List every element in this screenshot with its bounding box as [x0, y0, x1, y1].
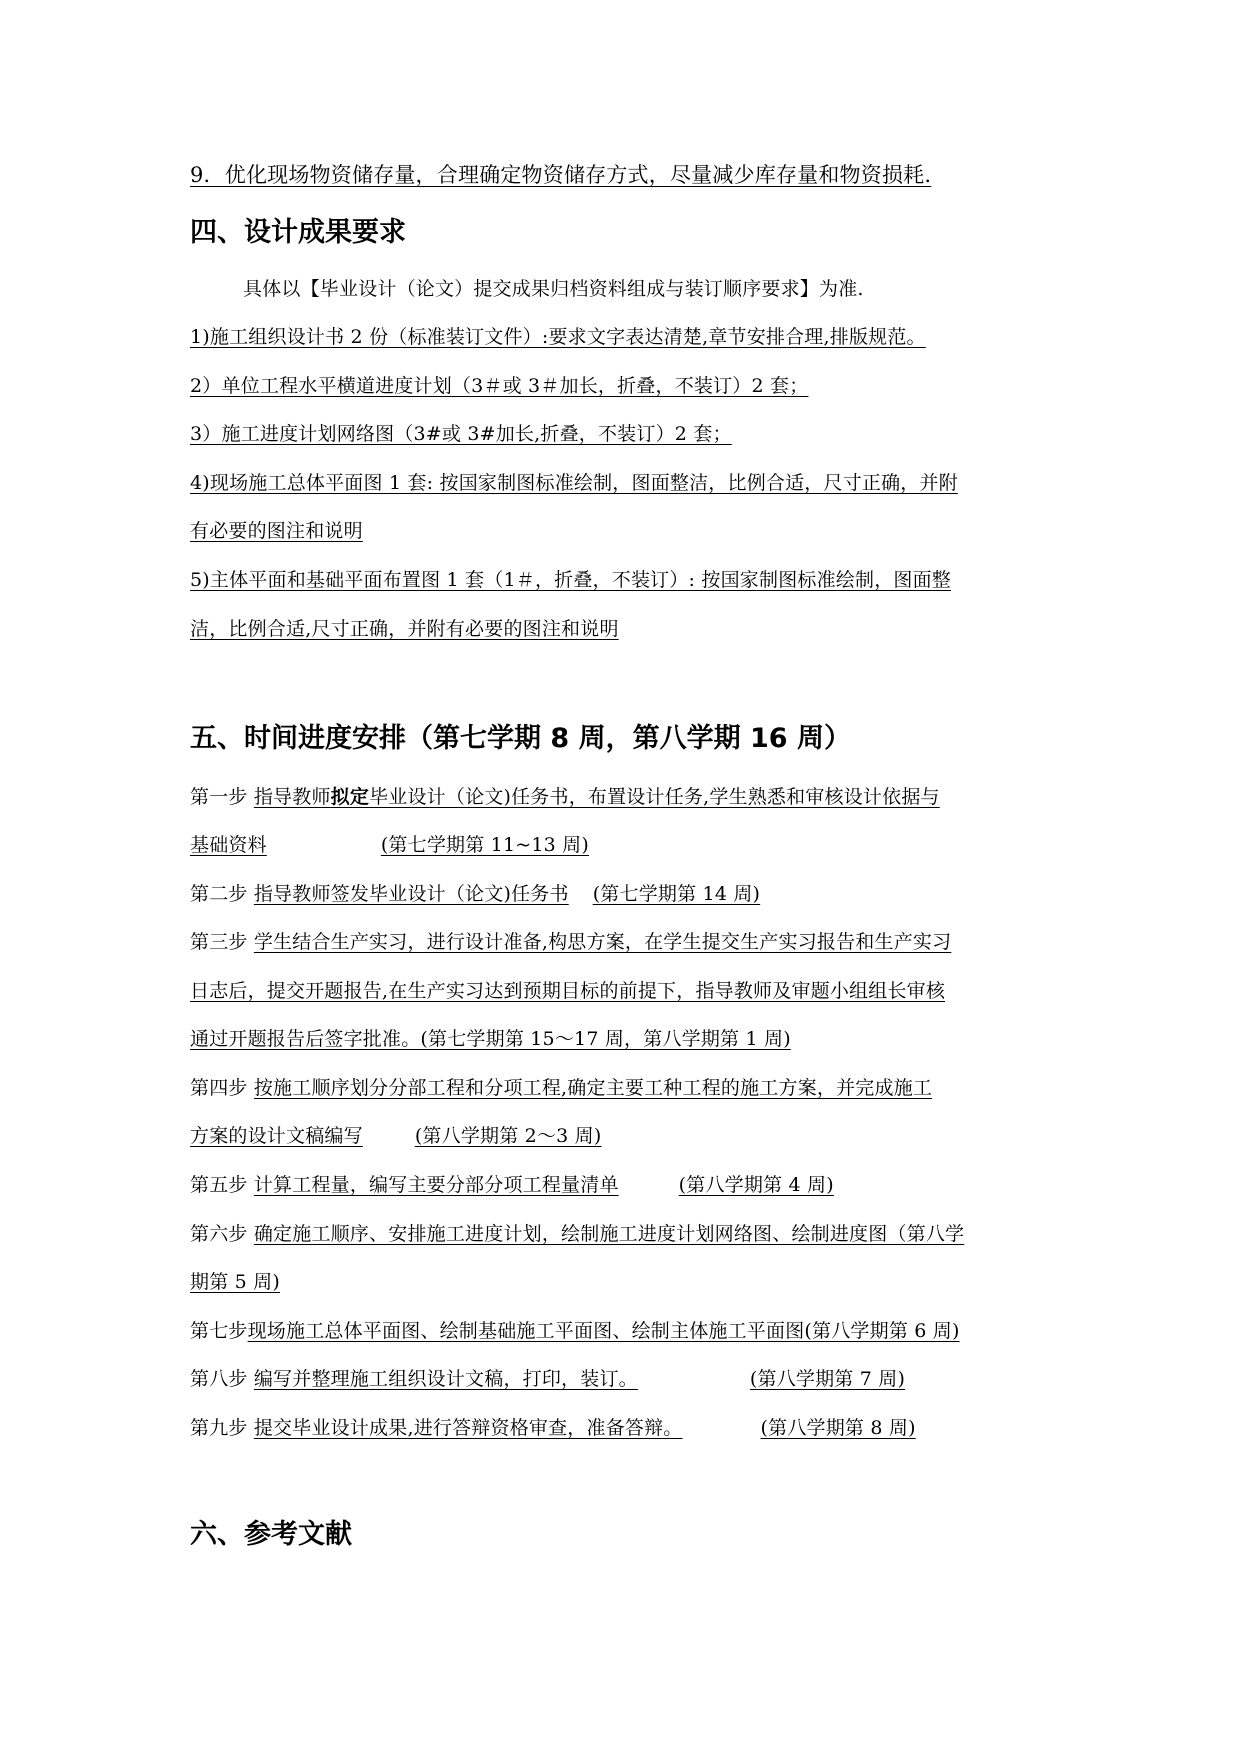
- schedule-step-3: [190, 929, 951, 955]
- deliverable-item-2-text: 2）单位工程水平横道进度计划（3＃或 3＃加长，折叠，不装订）2 套；: [190, 375, 809, 397]
- schedule-step-3-cont-1: 日志后，提交开题报告,在生产实习达到预期目标的前提下，指导教师及审题小组组长审核: [190, 980, 946, 1002]
- schedule-step-3-cont-2: 通过开题报告后签字批准。(第七学期第 15～17 周，第八学期第 1 周): [190, 1028, 791, 1050]
- deliverable-item-3-text: 3）施工进度计划网络图（3#或 3#加长,折叠，不装订）2 套；: [190, 423, 732, 445]
- step-time: (第八学期第 7 周): [749, 1368, 906, 1390]
- step-text: 学生结合生产实习，进行设计准备,构思方案，在学生提交生产实习报告和生产实习: [253, 931, 952, 953]
- step-time: (第八学期第 4 周): [678, 1174, 834, 1196]
- schedule-step-1: [190, 784, 940, 810]
- step-text: 指导教师签发毕业设计（论文)任务书: [253, 883, 569, 905]
- step-text: 提交毕业设计成果,进行答辩资格审查，准备答辩。: [253, 1417, 683, 1439]
- schedule-step-1-cont: [190, 832, 589, 858]
- schedule-step-4-cont: [190, 1123, 602, 1149]
- step-label: 第五步: [190, 1174, 248, 1196]
- schedule-step-4: [190, 1075, 932, 1101]
- step-label: 第三步: [190, 931, 248, 953]
- deliverable-item-3: [190, 421, 842, 447]
- deliverable-item-5: 5)主体平面和基础平面布置图 1 套（1＃，折叠，不装订）: 按国家制图标准绘制，图面整: [190, 569, 951, 591]
- step-label: 第二步: [190, 883, 248, 905]
- step-text: 基础资料: [190, 834, 267, 856]
- deliverable-item-4-cont: 有必要的图注和说明: [190, 520, 363, 542]
- step-time: (第七学期第 14 周): [592, 883, 761, 905]
- step-time: (第八学期第 8 周): [760, 1417, 916, 1439]
- step-text-bold: 拟定: [330, 786, 370, 808]
- top-list-item: 9．优化现场物资储存量，合理确定物资储存方式，尽量减少库存量和物资损耗.: [190, 163, 932, 187]
- step-text: 计算工程量，编写主要分部分项工程量清单: [253, 1174, 619, 1196]
- step-label: 第一步: [190, 786, 248, 808]
- schedule-step-6: [190, 1221, 964, 1247]
- deliverable-item-4: 4)现场施工总体平面图 1 套: 按国家制图标准绘制，图面整洁，比例合适，尺寸正确，并附: [190, 472, 958, 494]
- step-text-post: 毕业设计（论文)任务书，布置设计任务,学生熟悉和审核设计依据与: [369, 786, 940, 808]
- step-text-wrap: [254, 883, 760, 905]
- step-text: 编写并整理施工组织设计文稿，打印，装订。: [253, 1368, 638, 1390]
- step-time: (第七学期第 11~13 周): [380, 834, 589, 856]
- step-text: 按施工顺序划分分部工程和分项工程,确定主要工种工程的施工方案，并完成施工: [253, 1077, 933, 1099]
- step-label: 第六步: [190, 1223, 248, 1245]
- step-text: 现场施工总体平面图、绘制基础施工平面图、绘制主体施工平面图(第八学期第 6 周): [247, 1320, 960, 1342]
- schedule-step-7: [190, 1318, 960, 1344]
- section-5-heading: 五、时间进度安排（第七学期 8 周，第八学期 16 周）: [190, 723, 851, 754]
- step-text-wrap: [254, 1174, 834, 1196]
- step-label: 第九步: [190, 1417, 248, 1439]
- step-text: 方案的设计文稿编写: [190, 1125, 363, 1147]
- step-label: 第四步: [190, 1077, 248, 1099]
- section-4-heading: 四、设计成果要求: [190, 217, 406, 248]
- step-text: 确定施工顺序、安排施工进度计划，绘制施工进度计划网络图、绘制进度图（第八学: [253, 1223, 965, 1245]
- schedule-step-2: [190, 881, 760, 907]
- section-4-intro: 具体以【毕业设计（论文）提交成果归档资料组成与装订顺序要求】为准.: [243, 278, 864, 300]
- deliverable-item-5-cont: 洁，比例合适,尺寸正确，并附有必要的图注和说明: [190, 618, 619, 640]
- step-text: [254, 786, 940, 808]
- step-text-wrap: [254, 1417, 916, 1439]
- step-label: 第七步: [190, 1320, 248, 1342]
- schedule-step-5: [190, 1172, 834, 1198]
- deliverable-item-1: 1)施工组织设计书 2 份（标准装订文件）:要求文字表达清楚,章节安排合理,排版规范。: [190, 326, 926, 348]
- schedule-step-6-cont: 期第 5 周): [190, 1271, 280, 1293]
- schedule-step-9: [190, 1415, 916, 1441]
- schedule-step-8: [190, 1366, 905, 1392]
- step-text-wrap: [254, 1368, 905, 1390]
- step-text-pre: 指导教师: [253, 786, 331, 808]
- step-label: 第八步: [190, 1368, 248, 1390]
- step-time: (第八学期第 2～3 周): [414, 1125, 602, 1147]
- section-6-heading: 六、参考文献: [190, 1519, 352, 1550]
- deliverable-item-2: [190, 373, 928, 399]
